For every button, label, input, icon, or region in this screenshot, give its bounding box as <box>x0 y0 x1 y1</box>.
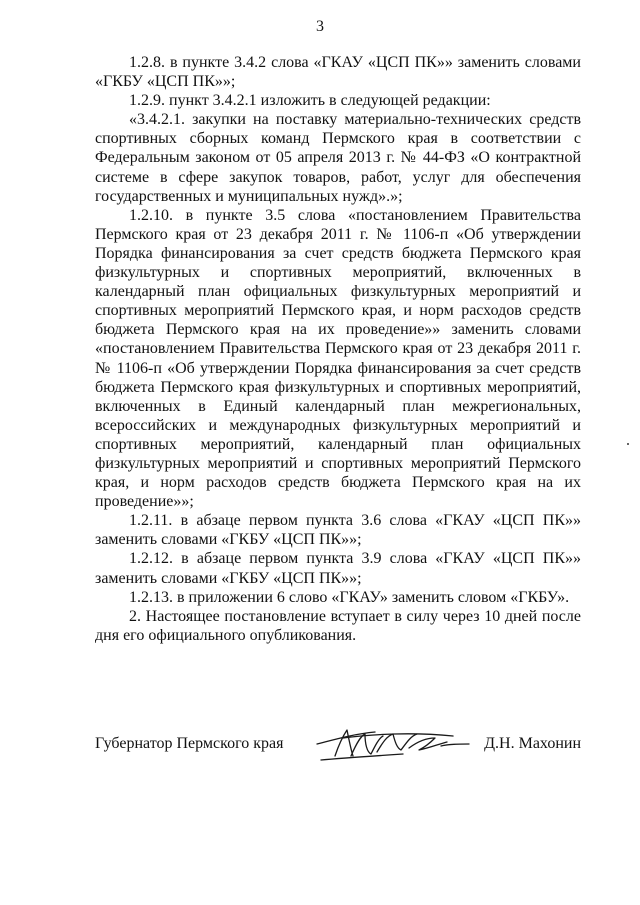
handwritten-signature <box>313 722 473 766</box>
signer-name: Д.Н. Махонин <box>484 735 581 752</box>
paragraph-1-2-11: 1.2.11. в абзаце первом пункта 3.6 слова «ГКАУ «ЦСП ПК»» заменить словами «ГКБУ «ЦСП ПК»»; <box>95 512 581 549</box>
paragraph-1-2-13: 1.2.13. в приложении 6 слово «ГКАУ» заменить словом «ГКБУ». <box>129 588 570 606</box>
paragraph-1-2-12: 1.2.12. в абзаце первом пункта 3.9 слова «ГКАУ «ЦСП ПК»» заменить словами «ГКБУ «ЦСП ПК»»; <box>95 550 581 587</box>
paragraph-1-2-8: 1.2.8. в пункте 3.4.2 слова «ГКАУ «ЦСП ПК»» заменить словами «ГКБУ «ЦСП ПК»»; <box>95 54 581 91</box>
paragraph-3-4-2-1-quote: «3.4.2.1. закупки на поставку материально-технических средств спортивных сборных команд Пермского края в соответствии с Федеральным законом от 05 апреля 2013 г. № 44-ФЗ «О контрактной системе в сфере закупок товаров, работ, услуг для обеспечения государственных и муниципальных нужд».»; <box>95 111 581 205</box>
paragraph-1-2-9: 1.2.9. пункт 3.4.2.1 изложить в следующей редакции: <box>129 92 491 110</box>
document-body <box>95 53 581 645</box>
page-number: 3 <box>316 18 324 35</box>
scan-artifact <box>627 443 629 445</box>
paragraph-2-effective-date: 2. Настоящее постановление вступает в силу через 10 дней после дня его официального опубликования. <box>95 607 581 644</box>
signature-block <box>95 728 581 768</box>
paragraph-1-2-10: 1.2.10. в пункте 3.5 слова «постановлением Правительства Пермского края от 23 декабря 2011 г. № 1106-п «Об утверждении Порядка финансирования за счет средств бюджета Пермского края физкультурных и спортивных мероприятий, включенных в календарный план официальных физкультурных мероприятий и спортивных мероприятий Пермского края, и норм расходов средств бюджета Пермского края на их проведение»» заменить словами «постановлением Правительства Пермского края от 23 декабря 2011 г. № 1106-п «Об утверждении Порядка финансирования за счет средств бюджета Пермского края физкультурных и спортивных мероприятий, включенных в Единый календарный план межрегиональных, всероссийских и международных физкультурных мероприятий и спортивных мероприятий, календарный план официальных физкультурных мероприятий и спортивных мероприятий Пермского края, и норм расходов средств бюджета Пермского края на их проведение»»; <box>95 206 581 511</box>
signer-title: Губернатор Пермского края <box>95 735 284 752</box>
